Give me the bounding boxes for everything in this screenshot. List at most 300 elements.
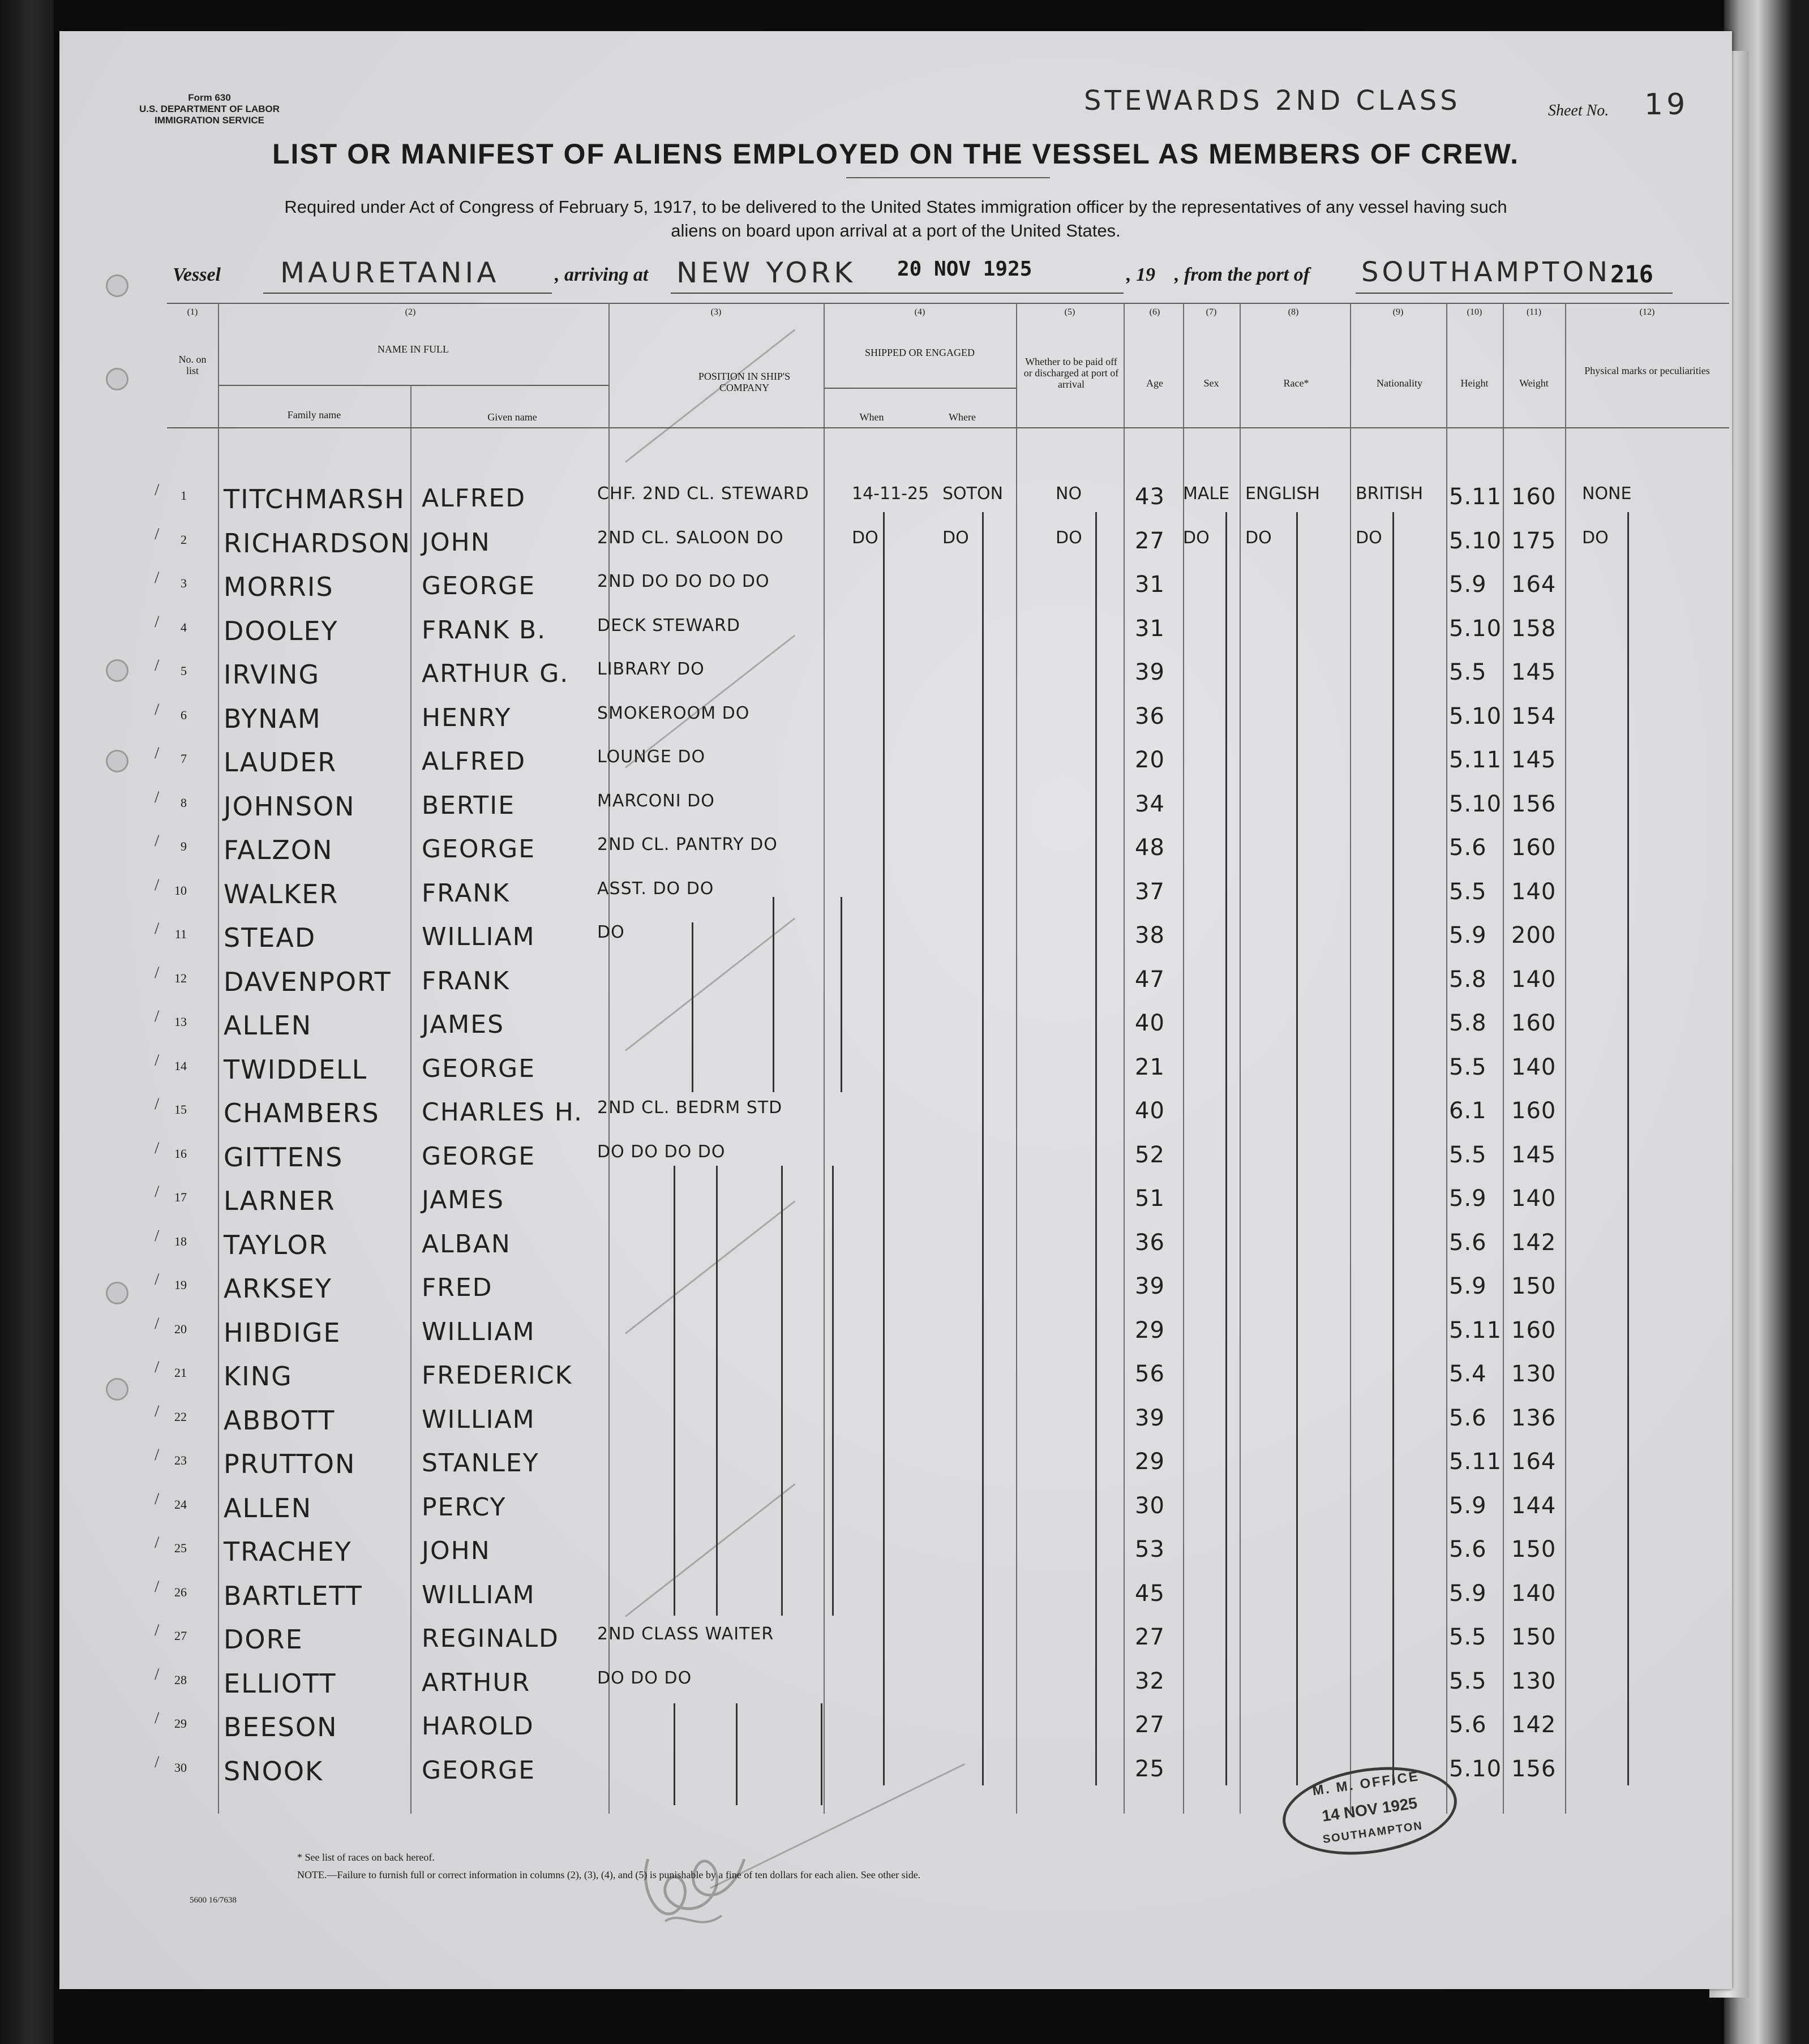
row-family: CHAMBERS [224, 1098, 380, 1128]
row-family: GITTENS [224, 1141, 344, 1173]
row-given: FRED [422, 1273, 493, 1302]
row-given: GEORGE [422, 1755, 535, 1785]
row-age: 27 [1135, 1712, 1165, 1738]
row-check-mark: / [155, 1708, 160, 1727]
col-divider [1124, 303, 1125, 1814]
row-height: 5.6 [1449, 1405, 1487, 1431]
subtitle-line-1: Required under Act of Congress of February 5, 1917, to be delivered to the United States immigration officer by the representatives of any vessel having such [284, 197, 1507, 217]
row-check-mark: / [155, 1401, 160, 1420]
row-check-mark: / [155, 1577, 160, 1596]
ditto-line-position [773, 897, 774, 1092]
row-position: CHF. 2ND CL. STEWARD [597, 484, 809, 504]
name-header-rule [218, 385, 608, 386]
row-family: STEAD [224, 922, 316, 953]
row-family: LARNER [224, 1186, 336, 1216]
row-age: 38 [1135, 922, 1165, 948]
arrival-date-stamp: 20 NOV 1925 [897, 257, 1032, 281]
row-check-mark: / [155, 831, 160, 850]
row-age: 52 [1135, 1141, 1165, 1168]
stamp-date: 14 NOV 1925 [1321, 1794, 1418, 1825]
row-family: TITCHMARSH [224, 484, 405, 514]
row-weight: 140 [1511, 1580, 1557, 1607]
row-height: 5.5 [1449, 1668, 1487, 1694]
row-family: WALKER [224, 878, 339, 909]
header-height: Height [1460, 377, 1489, 389]
shipped-header-rule [824, 388, 1016, 389]
check-scribble [625, 329, 795, 462]
row-age: 21 [1135, 1054, 1165, 1080]
row-no: 3 [181, 576, 187, 590]
row-age: 27 [1135, 527, 1165, 554]
row-position: ASST. DO DO [597, 878, 714, 899]
row-age: 43 [1135, 484, 1165, 510]
row-position: MARCONI DO [597, 791, 715, 811]
row-position: LOUNGE DO [597, 747, 706, 767]
col-num-2: (2) [405, 307, 416, 317]
sheet-number: 19 [1644, 88, 1689, 122]
handwritten-signature [631, 1825, 761, 1938]
row-weight: 164 [1511, 572, 1557, 598]
row-family: ABBOTT [224, 1405, 336, 1436]
row-age: 48 [1135, 835, 1165, 861]
row-age: 20 [1135, 747, 1165, 773]
form-number: Form 630 [188, 92, 231, 103]
row-age: 31 [1135, 572, 1165, 598]
row-height: 5.9 [1449, 1580, 1487, 1607]
ditto-line-position [821, 1703, 822, 1805]
header-name-in-full: NAME IN FULL [378, 343, 449, 355]
row-no: 4 [181, 620, 187, 634]
races-footnote: * See list of races on back hereof. [297, 1852, 435, 1863]
row-given: GEORGE [422, 835, 535, 864]
row-check-mark: / [155, 1094, 160, 1113]
row-family: TRACHEY [224, 1536, 352, 1567]
row-height: 5.10 [1449, 791, 1502, 817]
binder-hole [106, 1378, 128, 1401]
row-height: 5.11 [1449, 1317, 1502, 1343]
row-height: 5.11 [1449, 1449, 1502, 1475]
header-family-name: Family name [287, 409, 341, 420]
row-marks: DO [1582, 527, 1609, 548]
row-weight: 160 [1511, 1098, 1557, 1124]
row-position: DO DO DO [597, 1668, 692, 1688]
row-race: ENGLISH [1245, 484, 1320, 504]
row-family: PRUTTON [224, 1449, 356, 1479]
row-marks: NONE [1582, 484, 1632, 504]
row-given: WILLIAM [422, 1580, 535, 1609]
scan-left-edge [0, 0, 54, 2044]
row-no: 21 [174, 1365, 187, 1380]
row-given: JAMES [422, 1010, 504, 1039]
row-weight: 160 [1511, 1317, 1557, 1343]
row-no: 11 [174, 927, 187, 941]
row-no: 6 [181, 707, 187, 722]
subtitle-line-2: aliens on board upon arrival at a port of the United States. [671, 221, 1121, 241]
row-position: LIBRARY DO [597, 659, 705, 679]
col-num-12: (12) [1639, 307, 1655, 317]
header-nationality: Nationality [1377, 377, 1422, 389]
row-check-mark: / [155, 568, 160, 587]
row-no: 27 [174, 1629, 187, 1643]
row-no: 7 [181, 752, 187, 766]
row-weight: 158 [1511, 615, 1557, 642]
form-id [133, 92, 286, 126]
header-weight: Weight [1519, 377, 1549, 389]
row-height: 5.9 [1449, 572, 1487, 598]
ditto-line-race [1296, 512, 1298, 1785]
row-given: JOHN [422, 527, 491, 557]
row-age: 40 [1135, 1010, 1165, 1036]
row-given: CHARLES H. [422, 1098, 584, 1127]
manifest-sheet [59, 31, 1732, 1989]
header-paid-off: Whether to be paid off or discharged at port of arrival [1023, 356, 1119, 390]
title-underline [846, 177, 1050, 178]
row-no: 28 [174, 1672, 187, 1687]
row-position: DO DO DO DO [597, 1141, 726, 1162]
vessel-name: MAURETANIA [280, 256, 500, 289]
col-num-11: (11) [1526, 307, 1542, 317]
col-divider [1350, 303, 1351, 1814]
row-no: 22 [174, 1409, 187, 1424]
row-age: 53 [1135, 1536, 1165, 1562]
row-weight: 160 [1511, 835, 1557, 861]
row-check-mark: / [155, 1752, 160, 1771]
header-given-name: Given name [487, 411, 537, 423]
row-no: 15 [174, 1102, 187, 1117]
row-family: TWIDDELL [224, 1054, 368, 1085]
row-age: 47 [1135, 966, 1165, 993]
row-given: WILLIAM [422, 1317, 535, 1346]
row-family: ALLEN [224, 1010, 312, 1041]
arriving-label: , arriving at [555, 264, 649, 285]
table-header-rule [167, 427, 1729, 428]
row-family: BARTLETT [224, 1580, 363, 1611]
header-no-on-list: No. on list [178, 354, 207, 376]
row-family: DORE [224, 1624, 303, 1655]
stamp-place: SOUTHAMPTON [1322, 1819, 1424, 1846]
binder-hole [106, 274, 128, 297]
row-weight: 145 [1511, 659, 1557, 685]
row-age: 31 [1135, 615, 1165, 642]
row-check-mark: / [155, 1226, 160, 1245]
row-family: IRVING [224, 659, 320, 690]
row-check-mark: / [155, 1664, 160, 1684]
header-note: STEWARDS 2ND CLASS [1084, 85, 1461, 117]
ditto-line-marks [1627, 512, 1629, 1785]
row-weight: 130 [1511, 1361, 1557, 1387]
row-age: 39 [1135, 659, 1165, 685]
ditto-line-position [841, 897, 842, 1092]
row-check-mark: / [155, 919, 160, 938]
row-age: 51 [1135, 1186, 1165, 1212]
row-age: 34 [1135, 791, 1165, 817]
check-scribble [625, 634, 795, 768]
row-no: 8 [181, 795, 187, 810]
row-check-mark: / [155, 524, 160, 543]
row-check-mark: / [155, 1621, 160, 1639]
departure-port: SOUTHAMPTON [1361, 256, 1611, 288]
row-position: DO [597, 922, 625, 942]
row-no: 16 [174, 1146, 187, 1161]
row-given: GEORGE [422, 572, 535, 600]
row-height: 5.4 [1449, 1361, 1487, 1387]
row-no: 25 [174, 1541, 187, 1555]
row-family: LAUDER [224, 747, 337, 778]
header-shipped: SHIPPED OR ENGAGED [864, 347, 975, 358]
check-scribble [625, 1483, 795, 1617]
arrival-port: NEW YORK [676, 256, 856, 289]
ditto-line-position [692, 922, 693, 1092]
binder-hole [106, 750, 128, 772]
row-weight: 145 [1511, 1141, 1557, 1168]
from-port-label: , from the port of [1174, 264, 1310, 285]
row-height: 5.6 [1449, 1229, 1487, 1256]
row-weight: 144 [1511, 1492, 1557, 1519]
check-scribble [625, 1200, 795, 1334]
row-height: 5.9 [1449, 1273, 1487, 1299]
col-num-6: (6) [1149, 307, 1160, 317]
row-age: 29 [1135, 1449, 1165, 1475]
row-age: 29 [1135, 1317, 1165, 1343]
row-check-mark: / [155, 963, 160, 982]
arrival-rule [671, 293, 1124, 294]
row-weight: 154 [1511, 703, 1557, 729]
row-height: 5.10 [1449, 615, 1502, 642]
row-family: DAVENPORT [224, 966, 392, 997]
row-given: HAROLD [422, 1712, 534, 1741]
ditto-line-nationality [1392, 512, 1394, 1785]
row-height: 5.10 [1449, 527, 1502, 554]
row-given: JAMES [422, 1186, 504, 1214]
row-age: 36 [1135, 703, 1165, 729]
ditto-line-position [674, 1703, 675, 1805]
row-check-mark: / [155, 1007, 160, 1025]
row-height: 5.6 [1449, 835, 1487, 861]
row-given: FRANK [422, 966, 510, 995]
row-check-mark: / [155, 1445, 160, 1464]
stamp-office: M. M. OFFICE [1311, 1768, 1421, 1799]
ditto-line-where [982, 512, 984, 1785]
header-sex: Sex [1203, 377, 1219, 389]
row-weight: 200 [1511, 922, 1557, 948]
row-weight: 175 [1511, 527, 1557, 554]
ditto-line-paid [1095, 512, 1097, 1785]
row-position: 2ND CL. BEDRM STD [597, 1098, 783, 1118]
row-no: 12 [174, 971, 187, 985]
form-department: U.S. DEPARTMENT OF LABOR [139, 104, 280, 114]
row-check-mark: / [155, 612, 160, 631]
row-height: 5.5 [1449, 659, 1487, 685]
table-top-rule [167, 303, 1729, 304]
row-weight: 142 [1511, 1229, 1557, 1256]
row-weight: 160 [1511, 1010, 1557, 1036]
row-no: 23 [174, 1453, 187, 1467]
row-given: ARTHUR [422, 1668, 531, 1697]
vessel-label: Vessel [173, 264, 221, 285]
col-num-1: (1) [187, 307, 198, 317]
row-check-mark: / [155, 1270, 160, 1289]
row-family: SNOOK [224, 1755, 324, 1787]
row-family: BYNAM [224, 703, 321, 734]
ditto-line-when [883, 512, 885, 1785]
row-family: FALZON [224, 835, 333, 865]
row-height: 5.8 [1449, 966, 1487, 993]
col-divider [824, 303, 825, 1814]
row-no: 24 [174, 1497, 187, 1511]
row-position: 2ND CL. SALOON DO [597, 527, 784, 548]
row-family: BEESON [224, 1712, 338, 1742]
row-given: JOHN [422, 1536, 491, 1565]
row-position: SMOKEROOM DO [597, 703, 750, 723]
ditto-line-position [832, 1166, 834, 1616]
row-height: 5.8 [1449, 1010, 1487, 1036]
row-height: 5.10 [1449, 1755, 1502, 1782]
col-num-7: (7) [1206, 307, 1217, 317]
row-check-mark: / [155, 787, 160, 806]
vessel-rule [263, 293, 552, 294]
col-num-8: (8) [1288, 307, 1299, 317]
row-height: 5.10 [1449, 703, 1502, 729]
row-where: DO [942, 527, 969, 548]
row-check-mark: / [155, 1050, 160, 1070]
row-family: KING [224, 1361, 293, 1392]
col-divider [1240, 303, 1241, 1814]
row-given: FRANK B. [422, 615, 547, 645]
row-given: BERTIE [422, 791, 516, 820]
row-weight: 140 [1511, 878, 1557, 905]
col-divider [1446, 303, 1447, 1814]
row-age: 25 [1135, 1755, 1165, 1782]
row-position: 2ND DO DO DO DO [597, 572, 770, 591]
ditto-line-position [716, 1166, 718, 1616]
row-given: GEORGE [422, 1141, 535, 1171]
ditto-line-position [674, 1166, 675, 1616]
binder-hole [106, 1282, 128, 1304]
row-check-mark: / [155, 1533, 160, 1552]
page-title: LIST OR MANIFEST OF ALIENS EMPLOYED ON THE VESSEL AS MEMBERS OF CREW. [272, 138, 1519, 170]
row-age: 37 [1135, 878, 1165, 905]
row-given: HENRY [422, 703, 512, 732]
year-label: , 19 [1126, 264, 1155, 285]
row-height: 5.5 [1449, 1054, 1487, 1080]
header-when: When [859, 411, 884, 423]
ditto-line-position [736, 1703, 738, 1805]
row-given: WILLIAM [422, 1405, 535, 1434]
row-weight: 156 [1511, 791, 1557, 817]
row-age: 30 [1135, 1492, 1165, 1519]
row-weight: 145 [1511, 747, 1557, 773]
form-service: IMMIGRATION SERVICE [155, 115, 264, 126]
row-given: WILLIAM [422, 922, 535, 951]
header-age: Age [1146, 377, 1163, 389]
row-when: 14-11-25 [852, 484, 929, 504]
row-family: ALLEN [224, 1492, 312, 1523]
row-check-mark: / [155, 1182, 160, 1201]
row-check-mark: / [155, 1313, 160, 1333]
row-given: ALFRED [422, 747, 526, 776]
row-family: ELLIOTT [224, 1668, 337, 1699]
row-weight: 160 [1511, 484, 1557, 510]
row-paid: NO [1056, 484, 1082, 504]
row-no: 5 [181, 664, 187, 678]
binder-hole [106, 659, 128, 682]
row-check-mark: / [155, 875, 160, 894]
row-no: 2 [181, 532, 187, 547]
row-no: 19 [174, 1278, 187, 1292]
col-divider [410, 385, 411, 1814]
col-divider [1016, 303, 1017, 1814]
row-height: 5.11 [1449, 484, 1502, 510]
row-weight: 150 [1511, 1536, 1557, 1562]
row-no: 14 [174, 1058, 187, 1073]
row-no: 9 [181, 839, 187, 853]
row-where: SOTON [942, 484, 1004, 504]
row-no: 1 [181, 488, 187, 503]
row-sex: MALE [1183, 484, 1230, 504]
row-check-mark: / [155, 744, 160, 762]
row-family: TAYLOR [224, 1229, 328, 1260]
row-check-mark: / [155, 1489, 160, 1508]
col-num-10: (10) [1467, 307, 1482, 317]
row-check-mark: / [155, 480, 160, 499]
row-family: ARKSEY [224, 1273, 332, 1304]
row-position: DECK STEWARD [597, 615, 741, 635]
row-height: 5.6 [1449, 1536, 1487, 1562]
col-num-4: (4) [914, 307, 925, 317]
check-scribble [625, 917, 795, 1051]
row-family: MORRIS [224, 572, 334, 602]
row-given: STANLEY [422, 1449, 539, 1478]
row-no: 17 [174, 1190, 187, 1204]
row-weight: 140 [1511, 1054, 1557, 1080]
row-weight: 142 [1511, 1712, 1557, 1738]
row-height: 5.11 [1449, 747, 1502, 773]
row-weight: 156 [1511, 1755, 1557, 1782]
row-family: DOOLEY [224, 615, 338, 646]
office-stamp [1277, 1757, 1463, 1865]
row-given: GEORGE [422, 1054, 535, 1083]
row-given: FREDERICK [422, 1361, 573, 1390]
row-paid: DO [1056, 527, 1082, 548]
col-divider [1565, 303, 1566, 1814]
row-age: 32 [1135, 1668, 1165, 1694]
row-age: 39 [1135, 1273, 1165, 1299]
row-weight: 150 [1511, 1273, 1557, 1299]
row-family: HIBDIGE [224, 1317, 341, 1348]
departure-rule [1356, 293, 1673, 294]
col-num-5: (5) [1064, 307, 1075, 317]
header-physical-marks: Physical marks or peculiarities [1584, 365, 1710, 376]
row-height: 5.9 [1449, 1186, 1487, 1212]
row-family: RICHARDSON [224, 527, 411, 559]
sheet-label: Sheet No. [1548, 102, 1609, 119]
row-no: 10 [174, 883, 187, 898]
row-position: 2ND CL. PANTRY DO [597, 835, 778, 854]
row-position: 2ND CLASS WAITER [597, 1624, 774, 1644]
page-number-stamp: 216 [1610, 260, 1653, 288]
row-age: 39 [1135, 1405, 1165, 1431]
col-divider [1503, 303, 1504, 1814]
binder-hole [106, 368, 128, 390]
row-age: 27 [1135, 1624, 1165, 1650]
row-age: 40 [1135, 1098, 1165, 1124]
row-age: 56 [1135, 1361, 1165, 1387]
row-given: ARTHUR G. [422, 659, 569, 688]
row-weight: 150 [1511, 1624, 1557, 1650]
row-check-mark: / [155, 1358, 160, 1376]
penalty-note: NOTE.—Failure to furnish full or correct information in columns (2), (3), (4), and (5) is punishable by a fine of ten dollars for each alien. See other side. [297, 1869, 921, 1880]
row-weight: 164 [1511, 1449, 1557, 1475]
